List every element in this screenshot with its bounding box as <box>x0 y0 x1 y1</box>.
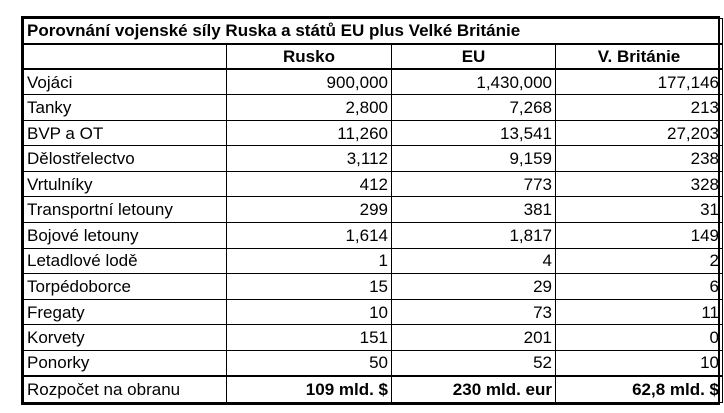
cell-vb: 11 <box>556 299 723 325</box>
table-row <box>24 197 723 223</box>
cell-rusko: 15 <box>227 274 392 300</box>
row-label: BVP a OT <box>24 120 227 146</box>
budget-vb: 62,8 mld. $ <box>556 376 723 403</box>
cell-vb: 238 <box>556 146 723 172</box>
table-row <box>24 120 723 146</box>
table-row <box>24 223 723 249</box>
cell-rusko: 1 <box>227 248 392 274</box>
row-label: Ponorky <box>24 350 227 376</box>
cell-rusko: 11,260 <box>227 120 392 146</box>
cell-vb: 149 <box>556 223 723 249</box>
comparison-table-frame <box>21 16 720 405</box>
cell-rusko: 3,112 <box>227 146 392 172</box>
header-empty <box>24 44 227 69</box>
table-title-row <box>24 19 723 44</box>
cell-eu: 52 <box>392 350 556 376</box>
cell-vb: 177,146 <box>556 69 723 95</box>
cell-rusko: 2,800 <box>227 95 392 121</box>
row-label: Fregaty <box>24 299 227 325</box>
budget-rusko: 109 mld. $ <box>227 376 392 403</box>
cell-rusko: 10 <box>227 299 392 325</box>
cell-eu: 201 <box>392 325 556 351</box>
table-row <box>24 274 723 300</box>
row-label: Tanky <box>24 95 227 121</box>
cell-vb: 213 <box>556 95 723 121</box>
cell-eu: 13,541 <box>392 120 556 146</box>
table-row <box>24 299 723 325</box>
cell-rusko: 50 <box>227 350 392 376</box>
cell-rusko: 900,000 <box>227 69 392 95</box>
row-label: Dělostřelectvo <box>24 146 227 172</box>
cell-vb: 31 <box>556 197 723 223</box>
row-label: Transportní letouny <box>24 197 227 223</box>
table-row <box>24 350 723 376</box>
table-row <box>24 248 723 274</box>
row-label: Korvety <box>24 325 227 351</box>
cell-eu: 7,268 <box>392 95 556 121</box>
table-header-row <box>24 44 723 69</box>
budget-row <box>24 376 723 403</box>
cell-rusko: 412 <box>227 171 392 197</box>
table-row <box>24 69 723 95</box>
table-row <box>24 95 723 121</box>
table-row <box>24 171 723 197</box>
header-rusko: Rusko <box>227 44 392 69</box>
cell-eu: 73 <box>392 299 556 325</box>
cell-vb: 10 <box>556 350 723 376</box>
cell-eu: 1,817 <box>392 223 556 249</box>
cell-vb: 27,203 <box>556 120 723 146</box>
table-row <box>24 146 723 172</box>
row-label: Bojové letouny <box>24 223 227 249</box>
table-row <box>24 325 723 351</box>
budget-label: Rozpočet na obranu <box>24 376 227 403</box>
row-label: Torpédoborce <box>24 274 227 300</box>
cell-eu: 773 <box>392 171 556 197</box>
cell-rusko: 1,614 <box>227 223 392 249</box>
military-comparison-table <box>23 18 723 403</box>
header-eu: EU <box>392 44 556 69</box>
cell-vb: 2 <box>556 248 723 274</box>
cell-vb: 6 <box>556 274 723 300</box>
cell-eu: 9,159 <box>392 146 556 172</box>
row-label: Vrtulníky <box>24 171 227 197</box>
cell-vb: 0 <box>556 325 723 351</box>
row-label: Letadlové lodě <box>24 248 227 274</box>
cell-rusko: 299 <box>227 197 392 223</box>
budget-eu: 230 mld. eur <box>392 376 556 403</box>
cell-eu: 4 <box>392 248 556 274</box>
cell-eu: 1,430,000 <box>392 69 556 95</box>
cell-rusko: 151 <box>227 325 392 351</box>
header-vb: V. Británie <box>556 44 723 69</box>
cell-vb: 328 <box>556 171 723 197</box>
cell-eu: 381 <box>392 197 556 223</box>
cell-eu: 29 <box>392 274 556 300</box>
table-title: Porovnání vojenské síly Ruska a států EU plus Velké Británie <box>24 19 723 44</box>
row-label: Vojáci <box>24 69 227 95</box>
